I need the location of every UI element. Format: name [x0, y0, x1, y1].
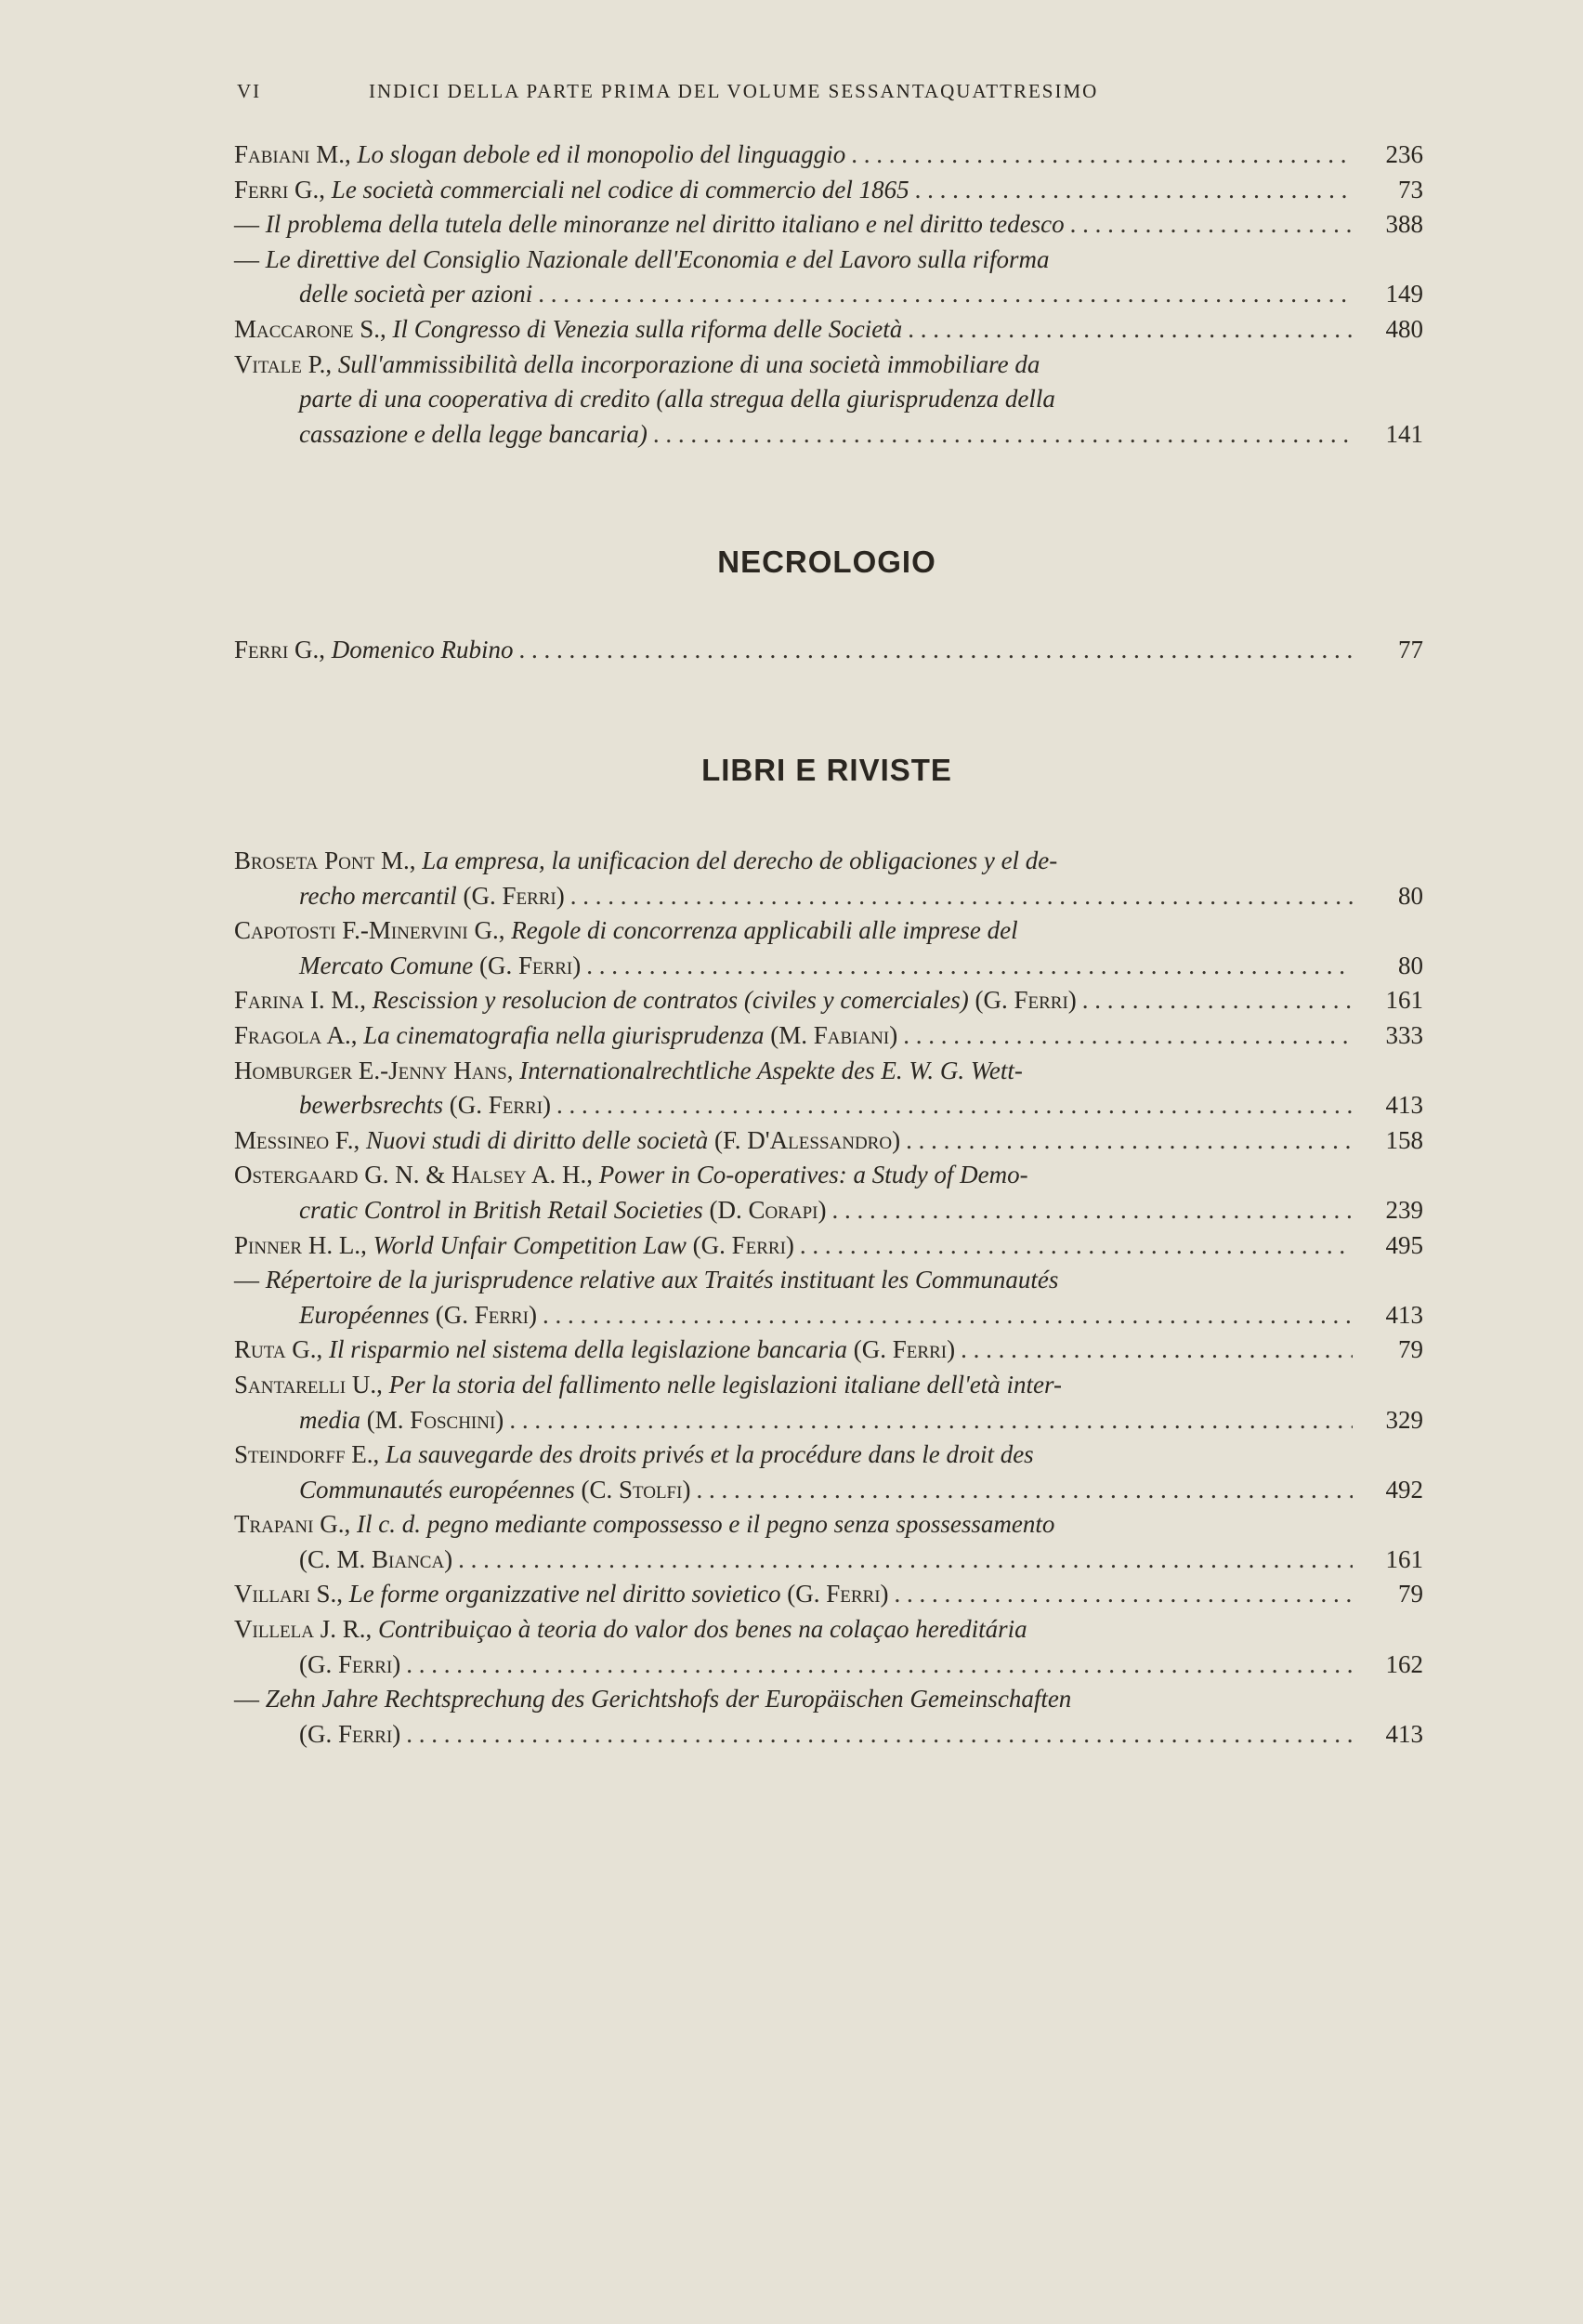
entry-author: Fabiani M.: [234, 140, 346, 168]
entry-line: [234, 243, 1423, 278]
entry-text-run: [299, 1403, 504, 1438]
entry-text-run: [299, 1543, 452, 1578]
entry-text-run: [299, 417, 648, 453]
page-number: 236: [1385, 140, 1423, 168]
page-number: 413: [1385, 1300, 1423, 1329]
entry-reviewer: (G. Ferri): [975, 986, 1077, 1015]
entry-text-run: [234, 1507, 1054, 1543]
entry-title: Répertoire de la jurisprudence relative aux Traités instituant les Communautés: [265, 1266, 1059, 1294]
entry-separator: [259, 245, 266, 273]
page-number: 141: [1385, 419, 1423, 448]
entry-reviewer: (M. Fabiani): [770, 1020, 898, 1049]
entry-author: Broseta Pont M.: [234, 847, 410, 874]
entry-text-run: [234, 207, 1065, 243]
entry-title: Il Congresso di Venezia sulla riforma delle Società: [392, 314, 903, 343]
entry-line: [234, 1612, 1423, 1648]
entry-separator: ,: [360, 1230, 373, 1259]
entry-author: Ostergaard G. N. & Halsey A. H.: [234, 1161, 587, 1189]
page-number: 79: [1398, 1580, 1423, 1608]
index-entry: [234, 633, 1423, 668]
index-entry: [234, 983, 1423, 1018]
entry-line: [234, 417, 1423, 453]
running-head-title: INDICI DELLA PARTE PRIMA DEL VOLUME SESSANTAQUATTRESIMO: [369, 80, 1099, 102]
page-number: 492: [1385, 1475, 1423, 1503]
entry-line: [234, 348, 1423, 383]
entry-line: [234, 1368, 1423, 1403]
index-entry: [234, 1228, 1423, 1264]
index-entry: [234, 348, 1423, 453]
entry-separator: ,: [373, 1440, 386, 1469]
entry-text-run: [299, 1473, 690, 1508]
entry-line: [234, 844, 1423, 879]
entry-separator: ,: [498, 916, 512, 945]
entry-separator: [259, 1685, 266, 1713]
entry-separator: ,: [360, 986, 373, 1015]
entry-reviewer: (G. Ferri): [299, 1719, 401, 1748]
entry-text-run: [234, 1682, 1071, 1717]
entry-author: Santarelli U.: [234, 1370, 377, 1398]
entry-separator: ,: [409, 847, 423, 874]
dot-leader: [586, 949, 1353, 984]
index-entry: [234, 207, 1423, 243]
index-entry: [234, 844, 1423, 913]
entry-title: Power in Co-operatives: a Study of Demo-: [598, 1161, 1028, 1189]
entry-separator: ,: [344, 1510, 357, 1539]
entry-author: Vitale P.: [234, 349, 326, 378]
dot-leader: [570, 879, 1353, 914]
entry-title: La cinematografia nella giurisprudenza: [363, 1020, 765, 1049]
entry-text-run: [234, 1577, 889, 1612]
entry-title: Il risparmio nel sistema della legislazione bancaria: [329, 1335, 848, 1364]
entry-title: Sull'ammissibilità della incorporazione di una società immobiliare da: [337, 349, 1040, 378]
dot-leader: [906, 1123, 1353, 1159]
index-entry: [234, 1263, 1423, 1333]
entry-author: —: [234, 210, 259, 239]
entry-text-run: [234, 1438, 1034, 1473]
entry-author: Ferri G.: [234, 636, 320, 663]
entry-text-run: [234, 1612, 1027, 1648]
index-entry: [234, 1158, 1423, 1228]
entry-line: [234, 1403, 1423, 1438]
entry-separator: ,: [376, 1370, 389, 1398]
entry-line: [234, 1193, 1423, 1228]
entry-title: La empresa, la unificacion del derecho de obligaciones y el de-: [422, 847, 1058, 874]
entry-text-run: [234, 138, 845, 173]
page-number: 149: [1385, 280, 1423, 309]
entry-title: Rescission y resolucion de contratos (civiles y comerciales): [372, 986, 969, 1015]
entry-title: Le società commerciali nel codice di commercio del 1865: [331, 175, 909, 204]
entry-author: —: [234, 244, 259, 273]
index-entry: [234, 1577, 1423, 1612]
entry-separator: ,: [319, 636, 332, 663]
entry-author: Ferri G.: [234, 175, 320, 204]
entry-text-run: [234, 312, 902, 348]
page-folio: VI: [237, 80, 262, 102]
dot-leader: [543, 1298, 1353, 1333]
entry-title: Contribuiçao à teoria do valor dos benes na colaçao hereditária: [378, 1615, 1027, 1644]
dot-leader: [1070, 207, 1353, 243]
dot-leader: [406, 1717, 1353, 1753]
page-number: 239: [1385, 1195, 1423, 1224]
page-number: 413: [1385, 1719, 1423, 1748]
section-libri-e-riviste: [234, 844, 1423, 1752]
entry-line: [234, 1648, 1423, 1683]
entry-text-run: [299, 1193, 826, 1228]
entry-line: [234, 1158, 1423, 1193]
entry-author: Trapani G.: [234, 1510, 345, 1539]
index-entry: [234, 1682, 1423, 1752]
index-entry: [234, 312, 1423, 348]
entry-separator: ,: [586, 1161, 599, 1189]
dot-leader: [556, 1088, 1353, 1123]
entry-line: [234, 1438, 1423, 1473]
entry-reviewer: (G. Ferri): [463, 881, 565, 910]
entry-author: Homburger E.-Jenny Hans: [234, 1056, 507, 1084]
dot-leader: [895, 1577, 1353, 1612]
entry-separator: ,: [336, 1580, 349, 1608]
entry-title: Le forme organizzative nel diritto sovietico: [348, 1580, 781, 1608]
dot-leader: [653, 417, 1353, 453]
entry-title: cratic Control in British Retail Societies: [299, 1195, 703, 1224]
entry-title: Internationalrechtliche Aspekte des E. W. G. Wett-: [519, 1056, 1023, 1084]
entry-text-run: [234, 348, 1040, 383]
entry-text-run: [234, 1333, 955, 1368]
index-entry: [234, 1368, 1423, 1438]
index-entry: [234, 1438, 1423, 1507]
entry-title: Mercato Comune: [299, 951, 474, 979]
dot-leader: [509, 1403, 1353, 1438]
entry-line: [234, 173, 1423, 208]
entry-separator: ,: [365, 1615, 378, 1644]
entry-line: [234, 277, 1423, 312]
entry-line: [234, 983, 1423, 1018]
entry-separator: [259, 1266, 266, 1293]
entry-title: Lo slogan debole ed il monopolio del linguaggio: [357, 140, 846, 168]
entry-reviewer: (G. Ferri): [449, 1091, 552, 1120]
entry-text-run: [234, 1123, 900, 1159]
dot-leader: [961, 1333, 1353, 1368]
entry-separator: ,: [319, 175, 332, 204]
entry-reviewer: (G. Ferri): [787, 1580, 889, 1608]
entry-reviewer: (D. Corapi): [709, 1195, 827, 1224]
entry-title: Il problema della tutela delle minoranze nel diritto italiano e nel diritto tedesco: [265, 210, 1065, 239]
entry-title: media: [299, 1405, 360, 1434]
entry-line: [234, 1543, 1423, 1578]
entry-title: Regole di concorrenza applicabili alle imprese del: [511, 916, 1018, 945]
dot-leader: [696, 1473, 1353, 1508]
entry-line: [234, 1333, 1423, 1368]
index-entry: [234, 243, 1423, 312]
entry-text-run: [234, 1228, 794, 1264]
entry-line: [234, 633, 1423, 668]
page-number: 80: [1398, 881, 1423, 910]
entry-separator: ,: [350, 1020, 364, 1049]
entry-text-run: [299, 1298, 537, 1333]
section-necrologio: [234, 633, 1423, 668]
entry-reviewer: (G. Ferri): [853, 1335, 956, 1364]
entry-line: [234, 1577, 1423, 1612]
entry-line: [234, 138, 1423, 173]
page-number: 73: [1398, 175, 1423, 204]
entry-text-run: [234, 1054, 1023, 1089]
entry-line: [234, 1263, 1423, 1298]
entry-text-run: [299, 1648, 400, 1683]
index-entry: [234, 1333, 1423, 1368]
page-number: 413: [1385, 1091, 1423, 1120]
section-articles: [234, 138, 1423, 452]
entry-line: [234, 382, 1423, 417]
entry-line: [234, 1682, 1423, 1717]
entry-text-run: [234, 1263, 1058, 1298]
entry-author: Steindorff E.: [234, 1440, 373, 1469]
entry-text-run: [299, 1717, 400, 1753]
entry-title: Nuovi studi di diritto delle società: [365, 1125, 709, 1154]
dot-leader: [831, 1193, 1353, 1228]
entry-text-run: [234, 633, 514, 668]
page-number: 329: [1385, 1405, 1423, 1434]
entry-author: —: [234, 1266, 259, 1294]
entry-separator: ,: [353, 1125, 366, 1154]
page-number: 80: [1398, 951, 1423, 979]
entry-line: [234, 1123, 1423, 1159]
entry-text-run: [299, 879, 565, 914]
page-number: 495: [1385, 1230, 1423, 1259]
entry-separator: ,: [506, 1056, 520, 1084]
entry-author: Capotosti F.-Minervini G.: [234, 916, 499, 945]
page-number: 77: [1398, 636, 1423, 663]
heading-necrologio: NECROLOGIO: [717, 545, 936, 579]
dot-leader: [1082, 983, 1353, 1018]
page-number: 161: [1385, 986, 1423, 1015]
entry-title: Le direttive del Consiglio Nazionale dell'Economia e del Lavoro sulla riforma: [265, 244, 1050, 273]
index-entry: [234, 1054, 1423, 1123]
index-entry: [234, 1507, 1423, 1577]
entry-reviewer: (F. D'Alessandro): [713, 1125, 901, 1154]
entry-line: [234, 913, 1423, 949]
page-number: 158: [1385, 1125, 1423, 1154]
entry-line: [234, 1088, 1423, 1123]
dot-leader: [915, 173, 1353, 208]
entry-title: Zehn Jahre Rechtsprechung des Gerichtshofs der Europäischen Gemeinschaften: [265, 1685, 1072, 1713]
entry-title: parte di una cooperativa di credito (alla stregua della giurisprudenza della: [299, 385, 1055, 414]
page-number: 333: [1385, 1020, 1423, 1049]
entry-line: [234, 207, 1423, 243]
entry-author: Messineo F.: [234, 1125, 354, 1154]
entry-line: [234, 879, 1423, 914]
entry-title: Per la storia del fallimento nelle legislazioni italiane dell'età inter-: [388, 1370, 1062, 1398]
page-number: 388: [1385, 210, 1423, 239]
entry-text-run: [299, 949, 581, 984]
page-number: 79: [1398, 1335, 1423, 1364]
entry-text-run: [234, 1368, 1062, 1403]
index-entry: [234, 1123, 1423, 1159]
entry-text-run: [234, 844, 1057, 879]
entry-line: [234, 1298, 1423, 1333]
index-entry: [234, 1018, 1423, 1054]
entry-author: —: [234, 1685, 259, 1713]
entry-author: Fragola A.: [234, 1020, 351, 1049]
index-entry: [234, 138, 1423, 173]
entry-text-run: [299, 382, 1055, 417]
entry-author: Farina I. M.: [234, 986, 360, 1015]
entry-text-run: [234, 243, 1049, 278]
dot-leader: [458, 1543, 1353, 1578]
entry-reviewer: (M. Foschini): [366, 1405, 504, 1434]
entry-text-run: [234, 173, 909, 208]
page-number: 162: [1385, 1649, 1423, 1678]
entry-author: Ruta G.: [234, 1335, 317, 1364]
heading-libri-e-riviste: LIBRI E RIVISTE: [701, 753, 952, 787]
entry-separator: ,: [325, 349, 338, 378]
entry-text-run: [299, 1088, 551, 1123]
dot-leader: [519, 633, 1353, 668]
entry-title: bewerbsrechts: [299, 1091, 443, 1120]
entry-line: [234, 1018, 1423, 1054]
entry-reviewer: (C. Stolfi): [581, 1475, 691, 1503]
dot-leader: [538, 277, 1353, 312]
dot-leader: [851, 138, 1353, 173]
entry-reviewer: (G. Ferri): [299, 1649, 401, 1678]
entry-title: recho mercantil: [299, 881, 457, 910]
entry-reviewer: (G. Ferri): [435, 1300, 537, 1329]
entry-title: Communautés européennes: [299, 1475, 575, 1503]
page-number: 161: [1385, 1544, 1423, 1573]
page-number: 480: [1385, 314, 1423, 343]
entry-author: Pinner H. L.: [234, 1230, 361, 1259]
entry-line: [234, 1717, 1423, 1753]
index-entry: [234, 173, 1423, 208]
entry-reviewer: (G. Ferri): [478, 951, 582, 979]
entry-reviewer: (G. Ferri): [692, 1230, 794, 1259]
entry-text-run: [234, 983, 1077, 1018]
entry-author: Villela J. R.: [234, 1615, 366, 1644]
entry-text-run: [234, 913, 1018, 949]
entry-author: Villari S.: [234, 1580, 337, 1608]
entry-line: [234, 312, 1423, 348]
entry-separator: ,: [380, 314, 393, 343]
entry-title: delle società per azioni: [299, 280, 533, 309]
entry-text-run: [234, 1018, 897, 1054]
entry-title: La sauvegarde des droits privés et la procédure dans le droit des: [386, 1440, 1034, 1469]
entry-reviewer: (C. M. Bianca): [299, 1544, 453, 1573]
entry-title: Domenico Rubino: [331, 636, 514, 663]
dot-leader: [800, 1228, 1353, 1264]
dot-leader: [406, 1648, 1353, 1683]
entry-title: World Unfair Competition Law: [373, 1230, 687, 1259]
entry-line: [234, 1228, 1423, 1264]
entry-line: [234, 1473, 1423, 1508]
entry-text-run: [299, 277, 532, 312]
entry-line: [234, 1507, 1423, 1543]
entry-title: Il c. d. pegno mediante compossesso e il pegno senza spossessamento: [356, 1510, 1055, 1539]
dot-leader: [908, 312, 1353, 348]
entry-line: [234, 1054, 1423, 1089]
entry-separator: ,: [316, 1335, 330, 1364]
entry-line: [234, 949, 1423, 984]
entry-author: Maccarone S.: [234, 314, 381, 343]
entry-separator: ,: [345, 140, 358, 168]
entry-title: cassazione e della legge bancaria): [299, 419, 648, 448]
index-entry: [234, 1612, 1423, 1682]
entry-title: Européennes: [299, 1300, 429, 1329]
entry-text-run: [234, 1158, 1028, 1193]
entry-separator: [259, 210, 266, 238]
dot-leader: [903, 1018, 1353, 1054]
index-entry: [234, 913, 1423, 983]
